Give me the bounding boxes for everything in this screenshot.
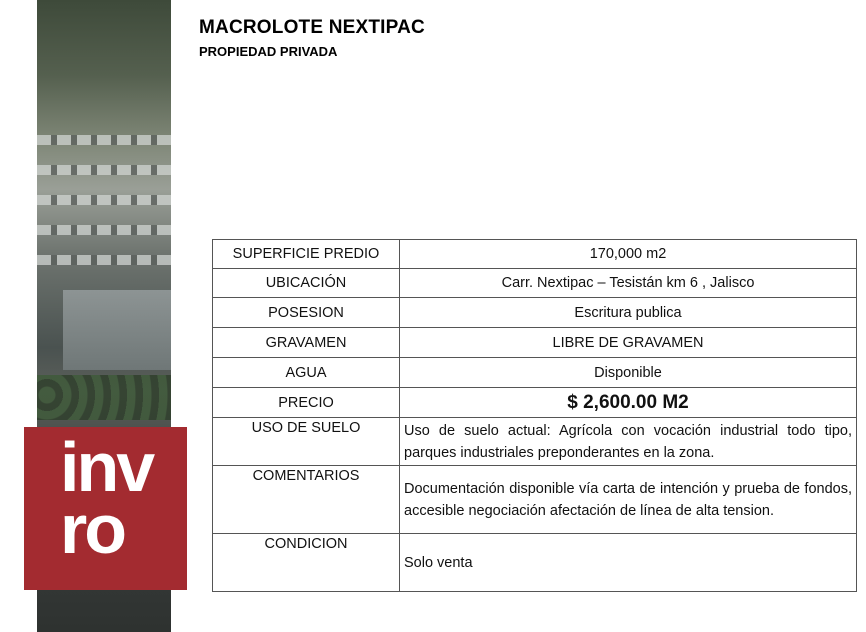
table-row [213, 269, 857, 298]
invro-logo [24, 427, 187, 590]
table-row [213, 358, 857, 388]
row-value: Solo venta [400, 534, 857, 592]
row-value: Escritura publica [400, 298, 857, 328]
row-label: USO DE SUELO [213, 418, 400, 466]
table-row [213, 388, 857, 418]
row-label: UBICACIÓN [213, 269, 400, 298]
logo-text-line-1: inv [60, 428, 153, 506]
row-value: 170,000 m2 [400, 240, 857, 269]
row-label: COMENTARIOS [213, 466, 400, 534]
table-row [213, 298, 857, 328]
row-value: Disponible [400, 358, 857, 388]
row-value: Carr. Nextipac – Tesistán km 6 , Jalisco [400, 269, 857, 298]
row-value: LIBRE DE GRAVAMEN [400, 328, 857, 358]
table-row [213, 328, 857, 358]
row-label: SUPERFICIE PREDIO [213, 240, 400, 269]
price-value: $ 2,600.00 M2 [400, 388, 857, 418]
page-subtitle: PROPIEDAD PRIVADA [199, 44, 338, 59]
row-label: AGUA [213, 358, 400, 388]
table-row [213, 534, 857, 592]
row-value: Documentación disponible vía carta de intención y prueba de fondos, accesible negociación afectación de línea de alta tension. [400, 466, 857, 534]
row-label: PRECIO [213, 388, 400, 418]
row-value: Uso de suelo actual: Agrícola con vocación industrial todo tipo, parques industriales preponderantes en la zona. [400, 418, 857, 466]
row-label: CONDICION [213, 534, 400, 592]
table-row [213, 466, 857, 534]
page-title: MACROLOTE NEXTIPAC [199, 17, 425, 38]
table-row [213, 240, 857, 269]
logo-text-line-2: ro [60, 490, 124, 568]
property-info-table [212, 239, 857, 592]
row-label: GRAVAMEN [213, 328, 400, 358]
table-row [213, 418, 857, 466]
row-label: POSESION [213, 298, 400, 328]
